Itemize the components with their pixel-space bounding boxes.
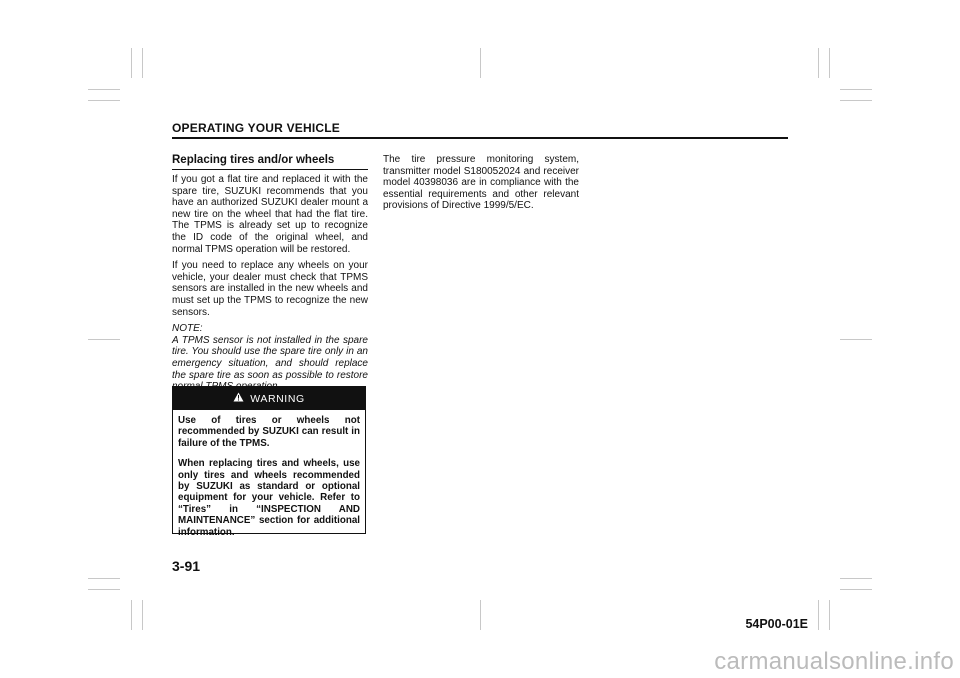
crop-mark	[840, 589, 872, 590]
section-rule	[172, 169, 368, 170]
paragraph: If you need to replace any wheels on your vehicle, your dealer must check that TPMS sensors are installed in the new wheels and must set up the TPMS to recognize the new sensors.	[172, 260, 368, 318]
crop-mark	[88, 100, 120, 101]
compliance-paragraph: The tire pressure monitoring system, transmitter model S180052024 and receiver model 40398036 are in compliance with the essential requirements and other relevant provisions of Directive 1999/5/EC.	[383, 154, 579, 212]
note-label: NOTE:	[172, 323, 203, 335]
crop-mark	[840, 339, 872, 340]
crop-mark	[829, 48, 830, 78]
right-column	[383, 154, 579, 217]
running-head: OPERATING YOUR VEHICLE	[172, 121, 340, 135]
left-column	[172, 154, 368, 393]
header-rule	[172, 137, 788, 139]
document-code: 54P00-01E	[745, 617, 808, 631]
crop-mark	[840, 89, 872, 90]
crop-mark	[818, 600, 819, 630]
warning-paragraph: Use of tires or wheels not recommended by SUZUKI can result in failure of the TPMS.	[178, 415, 360, 449]
crop-mark	[131, 600, 132, 630]
crop-mark	[829, 600, 830, 630]
crop-mark	[818, 48, 819, 78]
warning-triangle-icon	[233, 392, 244, 405]
warning-header	[173, 387, 365, 410]
crop-mark	[840, 100, 872, 101]
crop-mark	[480, 48, 481, 78]
watermark: carmanualsonline.info	[714, 648, 954, 675]
crop-mark	[88, 89, 120, 90]
warning-label: WARNING	[250, 392, 305, 405]
paragraph: If you got a flat tire and replaced it with the spare tire, SUZUKI recommends that you have an authorized SUZUKI dealer mount a new tire on the wheel that had the flat tire. The TPMS is already set up to recognize the ID code of the original wheel, and normal TPMS operation will be restored.	[172, 174, 368, 255]
crop-mark	[88, 339, 120, 340]
warning-paragraph: When replacing tires and wheels, use only tires and wheels recommended by SUZUKI as standard or optional equipment for your vehicle. Refer to “Tires” in “INSPECTION AND MAINTENANCE” section for additional information.	[178, 458, 360, 538]
crop-mark	[142, 600, 143, 630]
crop-mark	[88, 578, 120, 579]
crop-mark	[88, 589, 120, 590]
section-title: Replacing tires and/or wheels	[172, 154, 335, 166]
crop-mark	[840, 578, 872, 579]
note-text: A TPMS sensor is not installed in the spare tire. You should use the spare tire only in an emergency situation, and should replace the spare tire as soon as possible to restore	[172, 334, 368, 381]
crop-mark	[480, 600, 481, 630]
page-number: 3-91	[172, 558, 201, 574]
crop-mark	[142, 48, 143, 78]
crop-mark	[131, 48, 132, 78]
warning-box	[172, 386, 366, 538]
warning-body	[173, 410, 365, 538]
